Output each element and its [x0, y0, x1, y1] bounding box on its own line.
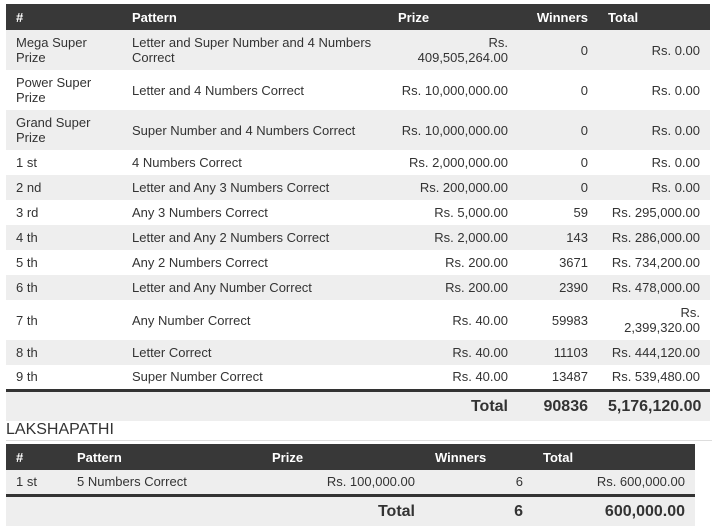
- row-number: 1 st: [16, 155, 37, 170]
- table-row: [6, 300, 710, 340]
- row-pattern: Letter and Super Number and 4 Numbers Correct: [122, 30, 388, 70]
- row-number: 9 th: [16, 369, 38, 385]
- header-pattern: Pattern: [122, 4, 388, 30]
- table-row: [6, 150, 710, 175]
- table-row: [6, 365, 710, 390]
- row-number: 7 th: [16, 312, 38, 328]
- lk-header-number: #: [6, 444, 67, 470]
- row-winners: 0: [518, 30, 598, 70]
- row-pattern: 5 Numbers Correct: [67, 470, 262, 495]
- row-pattern: Letter and Any 3 Numbers Correct: [122, 175, 388, 200]
- row-winners: 59: [573, 205, 588, 220]
- results-table: [6, 4, 710, 421]
- row-pattern: Any Number Correct: [132, 312, 251, 328]
- row-pattern: Any 3 Numbers Correct: [132, 205, 268, 220]
- row-number: 8 th: [6, 340, 122, 365]
- row-total: Rs. 2,399,320.00: [624, 305, 700, 335]
- row-pattern: Any 2 Numbers Correct: [132, 255, 268, 270]
- row-total: Rs. 0.00: [598, 175, 710, 200]
- row-total: Rs. 286,000.00: [598, 225, 710, 250]
- row-number: Power Super Prize: [16, 75, 92, 105]
- row-total: Rs. 444,120.00: [598, 340, 710, 365]
- row-winners: 59983: [551, 312, 588, 328]
- table-row: [6, 200, 710, 225]
- row-winners: 6: [425, 470, 533, 495]
- results-table-body: [6, 30, 710, 390]
- row-winners: 0: [518, 175, 598, 200]
- row-number: 1 st: [6, 470, 67, 495]
- table-row: [6, 110, 710, 150]
- lakshapathi-table-body: [6, 470, 695, 495]
- lakshapathi-header: [6, 444, 695, 470]
- row-winners: 0: [580, 82, 588, 98]
- lk-header-total: Total: [533, 444, 695, 470]
- row-prize: Rs. 2,000,000.00: [408, 155, 508, 170]
- total-label: Total: [388, 390, 518, 421]
- lk-total-row: [6, 495, 695, 526]
- row-prize: Rs. 200,000.00: [388, 175, 518, 200]
- row-number: Mega Super Prize: [6, 30, 122, 70]
- row-winners: 143: [518, 225, 598, 250]
- row-total: Rs. 0.00: [598, 30, 710, 70]
- row-number: 2 nd: [6, 175, 122, 200]
- table-row: [6, 225, 710, 250]
- row-pattern: Super Number Correct: [132, 369, 263, 385]
- row-total: Rs. 0.00: [651, 82, 700, 98]
- row-number: 4 th: [6, 225, 122, 250]
- table-row: [6, 30, 710, 70]
- row-number: 5 th: [16, 255, 38, 270]
- row-prize: Rs. 409,505,264.00: [388, 30, 518, 70]
- row-prize: Rs. 5,000.00: [434, 205, 508, 220]
- header-number: #: [6, 4, 122, 30]
- row-number: 3 rd: [16, 205, 39, 220]
- row-pattern: Super Number and 4 Numbers Correct: [122, 110, 388, 150]
- row-winners: 3671: [559, 255, 588, 270]
- row-total: Rs. 734,200.00: [611, 255, 700, 270]
- row-winners: 0: [518, 110, 598, 150]
- row-total: Rs. 539,480.00: [611, 369, 700, 385]
- lk-total-label: Total: [262, 495, 425, 526]
- row-total: Rs. 295,000.00: [611, 205, 700, 220]
- row-number: Grand Super Prize: [6, 110, 122, 150]
- row-pattern: 4 Numbers Correct: [132, 155, 242, 170]
- row-prize: Rs. 200.00: [388, 275, 518, 300]
- total-row: [6, 390, 710, 421]
- row-prize: Rs. 40.00: [388, 340, 518, 365]
- lk-header-pattern: Pattern: [67, 444, 262, 470]
- row-prize: Rs. 40.00: [452, 312, 508, 328]
- lk-total-amount: 600,000.00: [533, 495, 695, 526]
- row-prize: Rs. 100,000.00: [262, 470, 425, 495]
- row-total: Rs. 600,000.00: [533, 470, 695, 495]
- table-row: [6, 175, 710, 200]
- table-row: [6, 275, 710, 300]
- lk-header-winners: Winners: [425, 444, 533, 470]
- lakshapathi-table: [6, 444, 695, 526]
- row-total: Rs. 478,000.00: [598, 275, 710, 300]
- row-pattern: Letter Correct: [122, 340, 388, 365]
- table-row: [6, 70, 710, 110]
- row-prize: Rs. 10,000,000.00: [388, 110, 518, 150]
- table-row: [6, 250, 710, 275]
- table-row: [6, 470, 695, 495]
- row-winners: 0: [580, 155, 588, 170]
- lakshapathi-title: LAKSHAPATHI: [6, 421, 712, 441]
- row-winners: 13487: [551, 369, 588, 385]
- row-pattern: Letter and 4 Numbers Correct: [132, 82, 304, 98]
- row-number: 6 th: [6, 275, 122, 300]
- row-total: Rs. 0.00: [651, 155, 700, 170]
- row-prize: Rs. 200.00: [445, 255, 508, 270]
- row-prize: Rs. 10,000,000.00: [401, 82, 508, 98]
- row-pattern: Letter and Any 2 Numbers Correct: [122, 225, 388, 250]
- table-header: [6, 4, 710, 30]
- lk-header-prize: Prize: [262, 444, 425, 470]
- row-prize: Rs. 2,000.00: [388, 225, 518, 250]
- row-winners: 11103: [518, 340, 598, 365]
- row-prize: Rs. 40.00: [452, 369, 508, 385]
- table-row: [6, 340, 710, 365]
- lk-total-winners: 6: [425, 495, 533, 526]
- header-prize: Prize: [388, 4, 518, 30]
- row-pattern: Letter and Any Number Correct: [122, 275, 388, 300]
- row-total: Rs. 0.00: [598, 110, 710, 150]
- row-winners: 2390: [518, 275, 598, 300]
- total-amount: 5,176,120.00: [598, 390, 710, 421]
- total-winners: 90836: [518, 390, 598, 421]
- header-total: Total: [598, 4, 710, 30]
- header-winners: Winners: [518, 4, 598, 30]
